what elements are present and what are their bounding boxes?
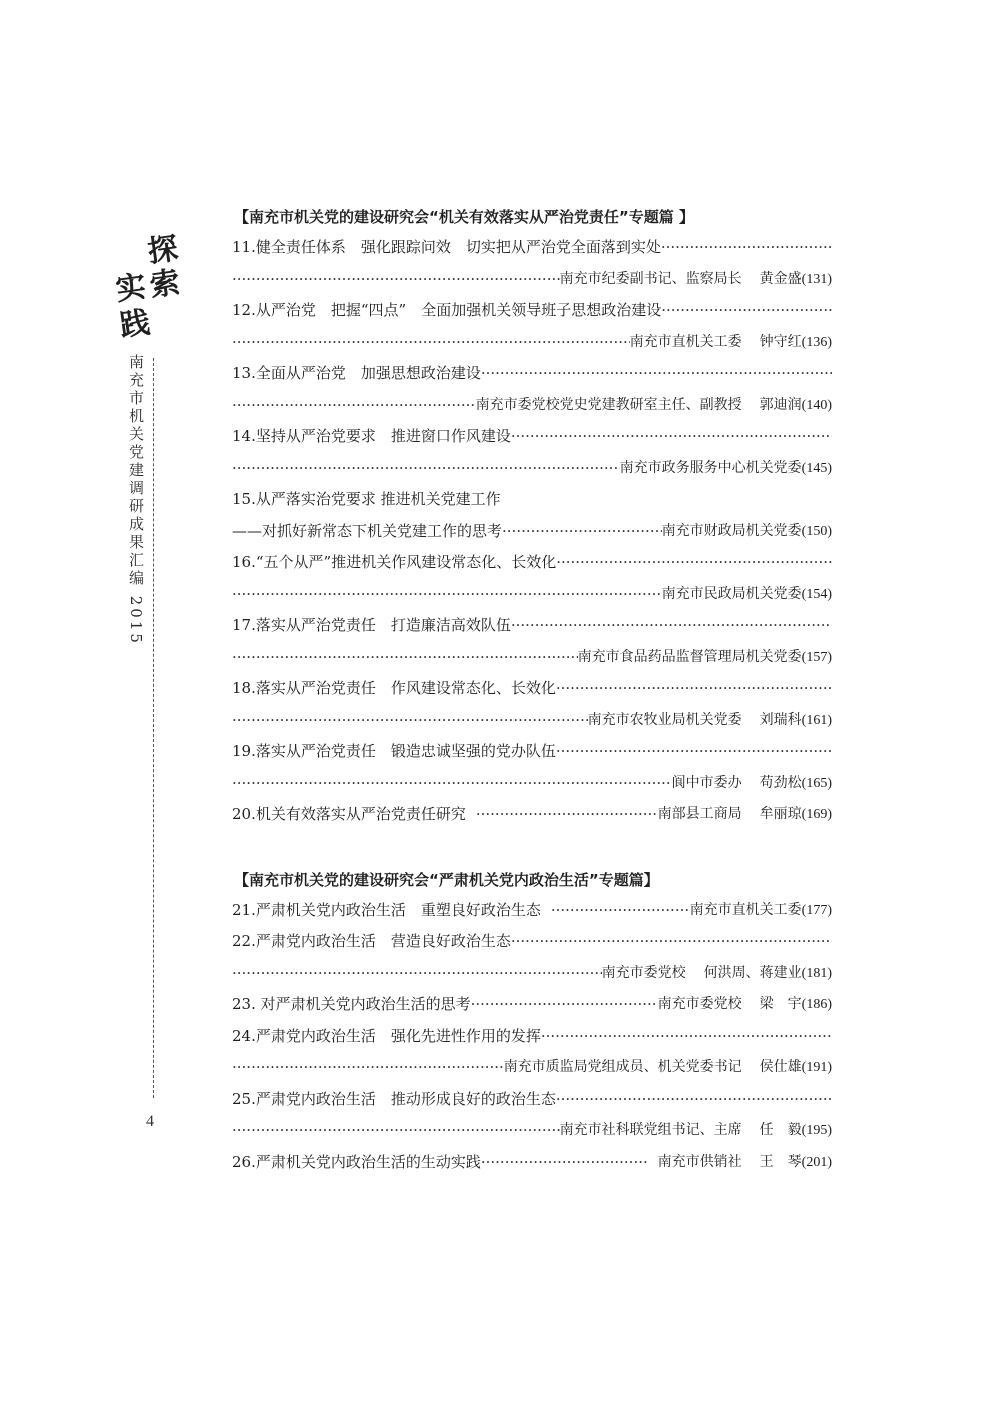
leader-dots: [232, 264, 560, 296]
entry-affiliation: 南充市供销社: [657, 1153, 742, 1170]
toc-entry-title[interactable]: [232, 484, 832, 516]
entry-affiliation: 南充市质监局党组成员、机关党委书记: [503, 1059, 742, 1075]
entry-title: 15.从严落实治党要求 推进机关党建工作: [232, 490, 501, 508]
entry-affiliation: 南充市财政局机关党委: [661, 522, 802, 539]
leader-dots: [481, 1147, 648, 1179]
toc-entry-meta: [232, 516, 832, 548]
entry-author: 牟丽琼: [759, 806, 802, 822]
leader-dots: [556, 1084, 832, 1116]
entry-page: (165): [801, 775, 832, 791]
toc-entry-title[interactable]: [232, 926, 832, 958]
entry-page: (195): [801, 1123, 832, 1138]
toc-entry[interactable]: [232, 799, 832, 831]
entry-title: 21.严肃机关党内政治生活 重塑良好政治生态: [232, 900, 541, 919]
toc-entry-meta: [232, 264, 832, 296]
toc-entry-title[interactable]: [232, 295, 832, 327]
leader-dots: [232, 579, 662, 611]
leader-dots: [481, 358, 832, 390]
entry-affiliation: 南充市食品药品监督管理局机关党委: [577, 648, 802, 665]
entry-page: (186): [801, 997, 832, 1012]
toc-entry-title[interactable]: [232, 421, 832, 453]
toc-entry-title[interactable]: [232, 232, 832, 264]
logo-char: 实: [113, 269, 149, 308]
leader-dots: [511, 926, 832, 958]
toc-entry-meta: [232, 579, 832, 611]
leader-dots: [232, 1052, 504, 1084]
leader-dots: [471, 989, 658, 1021]
toc-entry-title[interactable]: [232, 547, 832, 579]
logo-char: 索: [147, 265, 183, 304]
leader-dots: [232, 390, 476, 422]
entry-title: 13.全面从严治党 加强思想政治建设: [232, 364, 481, 382]
entry-affiliation: 阆中市委办: [671, 774, 742, 791]
section-header: 【南充市机关党的建设研究会“机关有效落实从严治党责任”专题篇 】: [234, 208, 694, 226]
entry-title: 17.落实从严治党责任 打造廉洁高效队伍: [232, 616, 511, 634]
toc-entry-meta: [232, 327, 832, 359]
section-header: 【南充市机关党的建设研究会“严肃机关党内政治生活”专题篇】: [234, 870, 659, 889]
toc-entry[interactable]: [232, 1147, 832, 1179]
leader-dots: [511, 610, 832, 642]
entry-author: 苟劲松: [759, 774, 802, 791]
vertical-book-title: 南充市机关党建调研成果汇编 2015: [127, 354, 145, 646]
entry-title: 23. 对严肃机关党内政治生活的思考: [232, 995, 471, 1013]
toc-entry[interactable]: [232, 989, 832, 1021]
entry-page: (191): [801, 1060, 832, 1075]
entry-page: (169): [801, 807, 832, 822]
entry-title: 14.坚持从严治党要求 推进窗口作风建设: [232, 427, 511, 445]
page-number: 4: [146, 1113, 154, 1130]
entry-title: 18.落实从严治党责任 作风建设常态化、长效化: [232, 679, 556, 697]
leader-dots: [511, 421, 832, 453]
entry-author: 郭迪润: [759, 396, 802, 413]
leader-dots: [232, 642, 578, 674]
toc-entry-meta: [232, 768, 832, 800]
entry-affiliation: 南充市农牧业局机关党委: [587, 711, 742, 728]
toc-entry-meta: [232, 642, 832, 674]
toc-entry-meta: [232, 1115, 832, 1147]
leader-dots: [661, 232, 832, 264]
entry-affiliation: 南充市社科联党组书记、主席: [559, 1122, 742, 1138]
entry-title: 19.落实从严治党责任 锻造忠诚坚强的党办队伍: [232, 742, 556, 760]
leader-dots: [232, 327, 630, 359]
entry-author: 何洪周、蒋建业: [703, 964, 802, 981]
brand-calligraphy-logo: [112, 231, 184, 344]
leader-dots: [232, 705, 588, 737]
entry-page: (177): [801, 902, 832, 918]
toc-entry-title[interactable]: [232, 610, 832, 642]
toc-entry-title[interactable]: [232, 673, 832, 705]
logo-char: 践: [117, 305, 153, 344]
entry-affiliation: 南充市政务服务中心机关党委: [619, 459, 802, 476]
toc-entry-title[interactable]: [232, 1021, 832, 1053]
entry-page: (150): [801, 523, 832, 539]
leader-dots: [232, 768, 672, 800]
entry-page: (181): [801, 965, 832, 981]
entry-affiliation: 南充市委党校党史党建教研室主任、副教授: [475, 396, 742, 413]
entry-author: 侯仕雄: [759, 1059, 802, 1075]
leader-dots: [556, 673, 832, 705]
toc-entry-meta: [232, 705, 832, 737]
toc-entry[interactable]: [232, 895, 832, 927]
entry-author: 王 琴: [759, 1153, 802, 1170]
entry-affiliation: 南充市民政局机关党委: [661, 585, 802, 602]
leader-dots: [232, 453, 620, 485]
leader-dots: [551, 895, 690, 927]
leader-dots: [232, 1115, 560, 1147]
toc-entry-meta: [232, 390, 832, 422]
entry-author: 任 毅: [759, 1122, 802, 1138]
entry-title: 24.严肃党内政治生活 强化先进性作用的发挥: [232, 1026, 541, 1045]
entry-page: (201): [801, 1154, 832, 1170]
entry-title: 11.健全责任体系 强化跟踪问效 切实把从严治党全面落到实处: [232, 238, 661, 256]
leader-dots: [502, 516, 662, 548]
toc-entry-meta: [232, 958, 832, 990]
entry-author: 黄金盛: [759, 270, 802, 287]
toc-entry-title[interactable]: [232, 358, 832, 390]
logo-char: 探: [145, 231, 181, 270]
leader-dots: [476, 799, 658, 831]
leader-dots: [541, 1021, 832, 1053]
leader-dots: [556, 547, 832, 579]
entry-author: 刘瑞科: [759, 711, 802, 728]
leader-dots: [556, 736, 832, 768]
entry-page: (157): [801, 649, 832, 665]
toc-entry-title[interactable]: [232, 1084, 832, 1116]
entry-page: (140): [801, 397, 832, 413]
entry-page: (154): [801, 586, 832, 602]
dashed-divider: [153, 358, 154, 1098]
entry-affiliation: 南充市纪委副书记、监察局长: [559, 270, 742, 287]
leader-dots: [661, 295, 832, 327]
entry-affiliation: 南充市直机关工委: [689, 901, 802, 918]
entry-author: 钟守红: [759, 333, 802, 350]
entry-title: 20.机关有效落实从严治党责任研究: [232, 805, 466, 823]
entry-title: 25.严肃党内政治生活 推动形成良好的政治生态: [232, 1089, 556, 1108]
toc-entry-meta: [232, 1052, 832, 1084]
entry-page: (161): [801, 712, 832, 728]
entry-affiliation: 南充市委党校: [601, 964, 686, 981]
entry-affiliation: 南充市直机关工委: [629, 333, 742, 350]
entry-subtitle: ——对抓好新常态下机关党建工作的思考: [232, 521, 503, 540]
entry-page: (145): [801, 460, 832, 476]
entry-title: 12.从严治党 把握“四点” 全面加强机关领导班子思想政治建设: [232, 301, 662, 319]
entry-affiliation: 南部县工商局: [657, 806, 742, 822]
leader-dots: [232, 958, 602, 990]
entry-page: (136): [801, 334, 832, 350]
toc-entry-title[interactable]: [232, 736, 832, 768]
entry-author: 梁 宇: [759, 996, 802, 1012]
entry-title: 22.严肃党内政治生活 营造良好政治生态: [232, 932, 511, 950]
toc-entry-meta: [232, 453, 832, 485]
entry-page: (131): [801, 271, 832, 287]
entry-title: 26.严肃机关党内政治生活的生动实践: [232, 1152, 481, 1171]
entry-title: 16.“五个从严”推进机关作风建设常态化、长效化: [232, 553, 557, 571]
table-of-contents: [232, 202, 832, 1178]
entry-affiliation: 南充市委党校: [657, 996, 742, 1012]
